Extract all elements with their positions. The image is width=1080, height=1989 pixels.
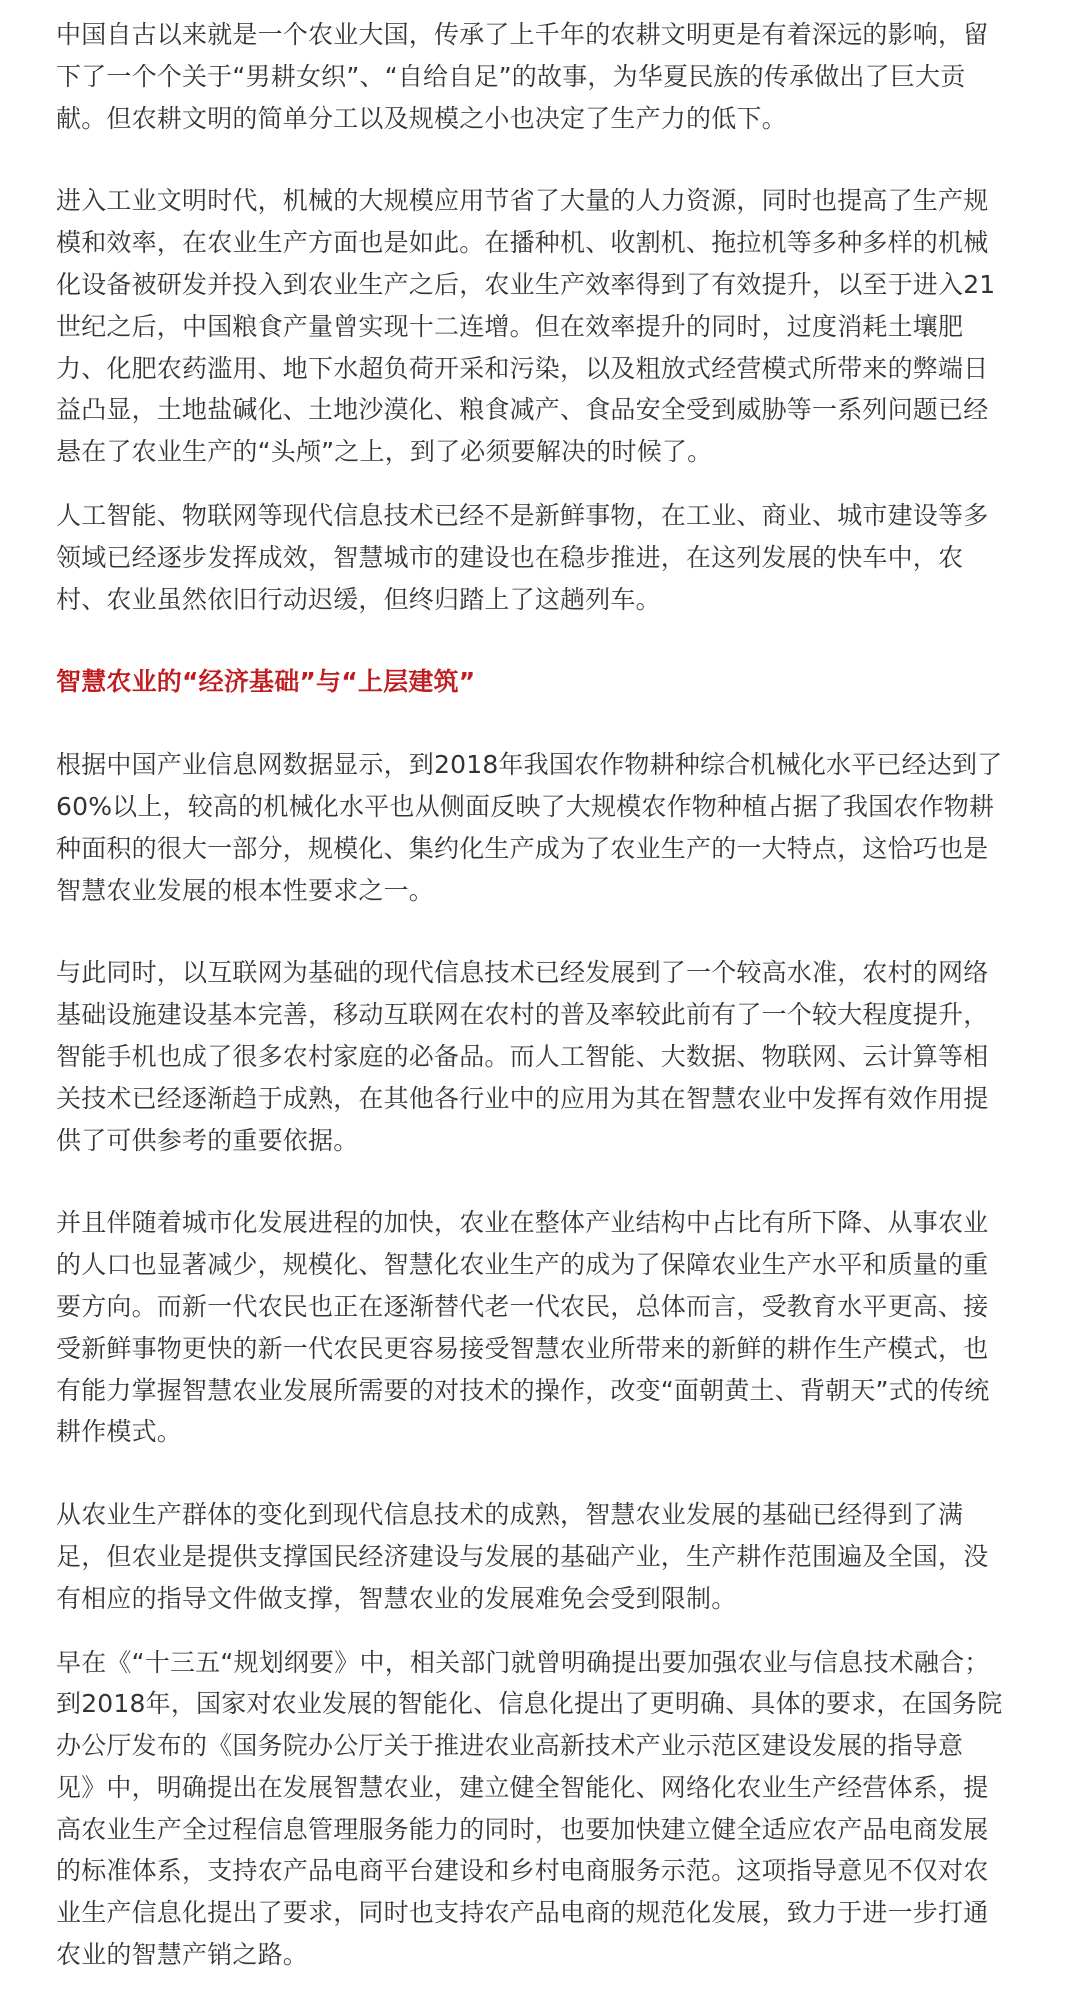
paragraph-foundation: 从农业生产群体的变化到现代信息技术的成熟，智慧农业发展的基础已经得到了满 足，但农业是提供支撑国民经济建设与发展的基础产业，生产耕作范围遍及全国，没 有相应的指导文件做支撑，智慧农业的发展难免会受到限制。	[56, 1500, 989, 1613]
paragraph-internet: 与此同时，以互联网为基础的现代信息技术已经发展到了一个较高水准，农村的网络 基础设施建设基本完善，移动互联网在农村的普及率较此前有了一个较大程度提升， 智能手机也成了很多农村家庭的必备品。而人工智能、大数据、物联网、云计算等相 关技术已经逐渐趋于成熟，在其他各行业中的应用为其在智慧农业中发挥有效作用提 供了可供参考的重要依据。	[56, 958, 989, 1155]
paragraph-intro: 中国自古以来就是一个农业大国，传承了上千年的农耕文明更是有着深远的影响，留 下了一个个关于“男耕女织”、“自给自足”的故事，为华夏民族的传承做出了巨大贡 献。但农耕文明的简单分工以及规模之小也决定了生产力的低下。	[56, 20, 989, 133]
paragraph-urbanization: 并且伴随着城市化发展进程的加快，农业在整体产业结构中占比有所下降、从事农业 的人口也显著减少，规模化、智慧化农业生产的成为了保障农业生产水平和质量的重 要方向。而新一代农民也正在逐渐替代老一代农民，总体而言，受教育水平更高、接 受新鲜事物更快的新一代农民更容易接受智慧农业所带来的新鲜的耕作生产模式，也 有能力掌握智慧农业发展所需要的对技术的操作，改变“面朝黄土、背朝天”式的传统 耕作模式。	[56, 1208, 990, 1447]
paragraph-industrial-era: 进入工业文明时代，机械的大规模应用节省了大量的人力资源，同时也提高了生产规 模和效率，在农业生产方面也是如此。在播种机、收割机、拖拉机等多种多样的机械 化设备被研发并投入到农业生产之后，农业生产效率得到了有效提升，以至于进入21 世纪之后，中国粮食产量曾实现十二连增。但在效率提升的同时，过度消耗土壤肥 力、化肥农药滥用、地下水超负荷开采和污染，以及粗放式经营模式所带来的弊端日 益凸显，土地盐碱化、土地沙漠化、粮食减产、食品安全受到威胁等一系列问题已经 悬在了农业生产的“头颅”之上，到了必须要解决的时候了。	[56, 186, 996, 467]
article-body	[56, 14, 1080, 1976]
paragraph-modern-tech: 人工智能、物联网等现代信息技术已经不是新鲜事物，在工业、商业、城市建设等多 领域已经逐步发挥成效，智慧城市的建设也在稳步推进，在这列发展的快车中，农 村、农业虽然依旧行动迟缓，但终归踏上了这趟列车。	[56, 500, 989, 614]
paragraph-mechanization: 根据中国产业信息网数据显示，到2018年我国农作物耕种综合机械化水平已经达到了 60%以上，较高的机械化水平也从侧面反映了大规模农作物种植占据了我国农作物耕 种面积的很大一部分，规模化、集约化生产成为了农业生产的一大特点，这恰巧也是 智慧农业发展的根本性要求之一。	[56, 750, 1003, 905]
section-heading: 智慧农业的“经济基础”与“上层建筑”	[56, 667, 476, 697]
paragraph-policy: 早在《“十三五“规划纲要》中，相关部门就曾明确提出要加强农业与信息技术融合； 到2018年，国家对农业发展的智能化、信息化提出了更明确、具体的要求，在国务院 办公厅发布的《国务院办公厅关于推进农业高新技术产业示范区建设发展的指导意 见》中，明确提出在发展智慧农业，建立健全智能化、网络化农业生产经营体系，提 高农业生产全过程信息管理服务能力的同时，也要加快建立健全适应农产品电商发展 的标准体系，支持农产品电商平台建设和乡村电商服务示范。这项指导意见不仅对农 业生产信息化提出了要求，同时也支持农产品电商的规范化发展，致力于进一步打通 农业的智慧产销之路。	[56, 1647, 1003, 1970]
